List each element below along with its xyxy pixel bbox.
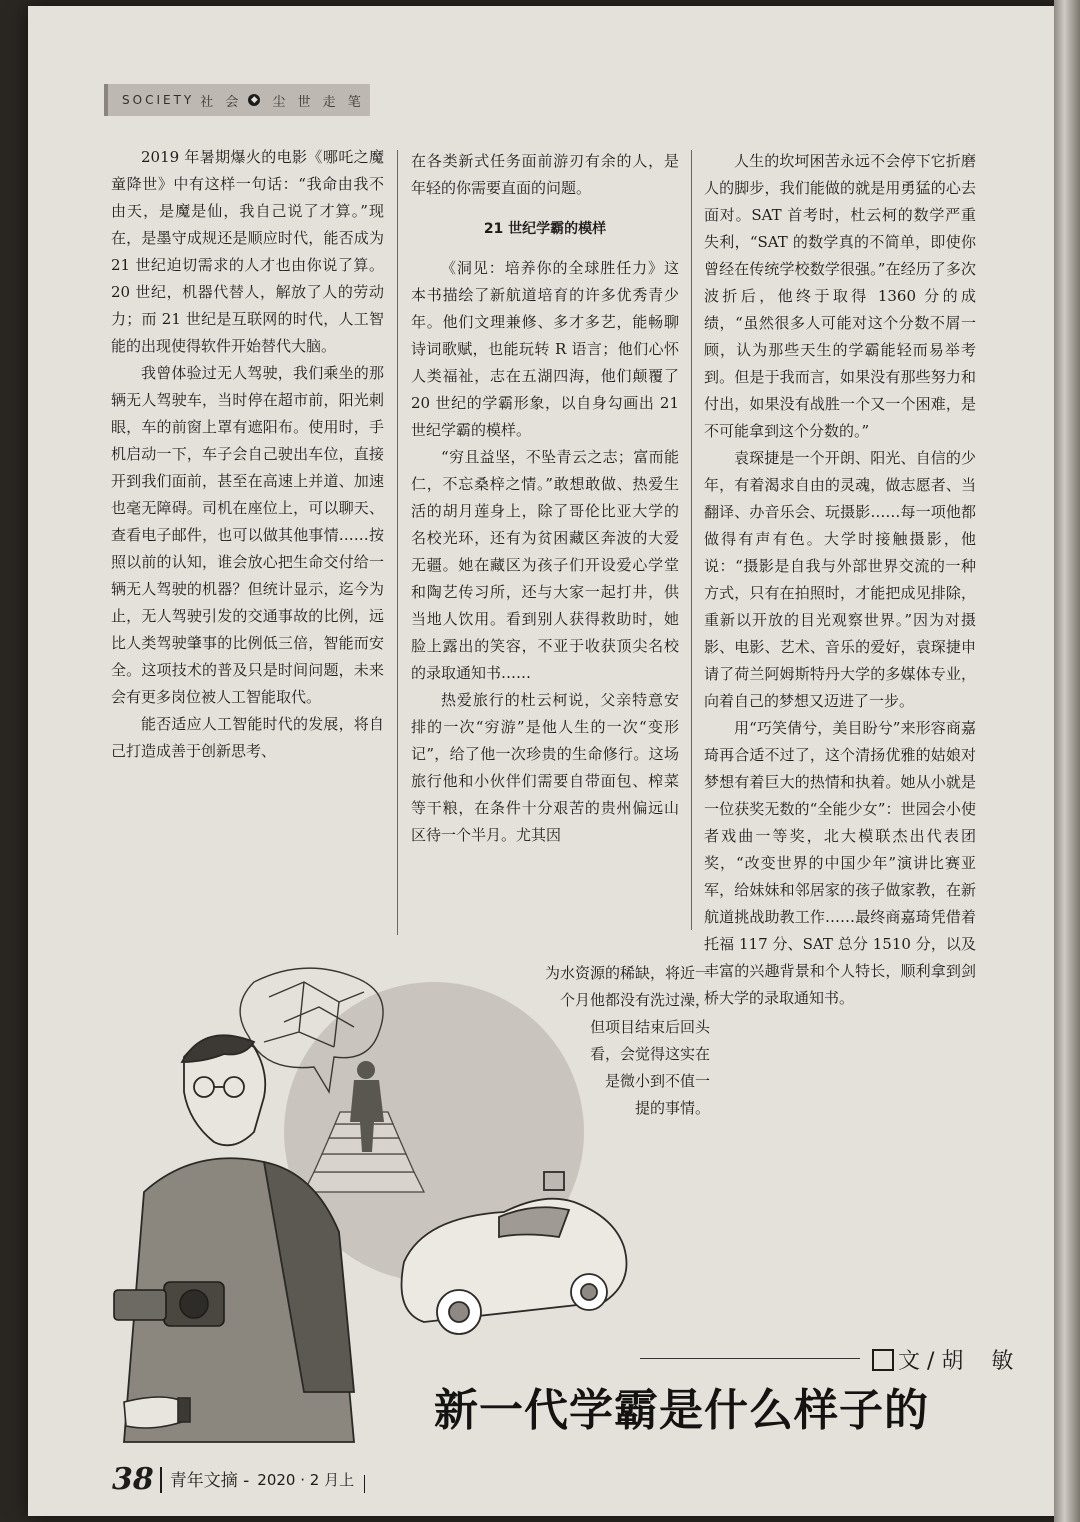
issue-date: 2020 · 2 月上 [257,1471,355,1489]
page-edge [1054,0,1080,1522]
text-line: 个月他都没有洗过澡， [559,991,710,1009]
article-column-2 [411,148,679,849]
byline [872,1344,1013,1375]
column-divider-1 [397,150,398,935]
paragraph: 能否适应人工智能时代的发展，将自己打造成善于创新思考、 [111,715,384,760]
paragraph: 我曾体验过无人驾驶，我们乘坐的那辆无人驾驶车，当时停在超市前，阳光刺眼，车的前窗上罩有遮阳布。使用时，手机启动一下，车子会自己驶出车位，直接开到我们面前，甚至在高速上并道、加速也毫无障碍。司机在座位上，可以聊天、查看电子邮件，也可以做其他事情……按照以前的认知，谁会放心把生命交付给一辆无人驾驶的机器？但统计显示，迄今为止，无人驾驶引发的交通事故的比例，远比人类驾驶肇事的比例低三倍，智能而安全。这项技术的普及只是时间问题，未来会有更多岗位被人工智能取代。 [111,364,384,706]
column-name: 尘 世 走 笔 [272,94,365,110]
author-name: 敏 [991,1349,1014,1374]
paragraph: 《洞见：培养你的全球胜任力》这本书描绘了新航道培育的许多优秀青少年。他们文理兼修、多才多艺，能畅聊诗词歌赋，也能玩转 R 语言；他们心怀人类福祉，志在五湖四海，他们颠覆了 20 世纪的学霸形象，以自身勾画出 21 世纪学霸的模样。 [411,259,679,439]
text-line: 是微小到不值一 [604,1072,710,1090]
paragraph-continued: 在各类新式任务面前游刃有余的人，是年轻的你需要直面的问题。 [411,152,679,197]
byline-rule [640,1358,860,1359]
hand-with-watch [124,1397,190,1428]
paragraph: 热爱旅行的杜云柯说，父亲特意安排的一次“穷游”是他人生的一次“变形记”，给了他一次珍贵的生命修行。这场旅行他和小伙伴们需要自带面包、榨菜等干粮，在条件十分艰苦的贵州偏远山区待一个半月。尤其因 [411,691,679,844]
square-icon [872,1349,894,1371]
subheading: 21 世纪学霸的模样 [483,221,607,237]
camera-icon [114,1282,224,1326]
footer-divider [160,1467,162,1493]
section-header [104,84,370,116]
byline-label: 文 / 胡 [898,1349,964,1374]
section-label-zh: 社 会 [200,94,243,110]
footer-divider-end [364,1475,365,1493]
text-line: 提的事情。 [634,1099,710,1117]
text-line: 为水资源的稀缺，将近一 [544,964,710,982]
paragraph: “穷且益坚，不坠青云之志；富而能仁，不忘桑梓之情。”敢想敢做、热爱生活的胡月莲身上，除了哥伦比亚大学的名校光环，还有为贫困藏区奔波的大爱无疆。她在藏区为孩子们开设爱心学堂和陶艺传习所，还与大家一起打井，供当地人饮用。看到别人获得救助时，她脸上露出的笑容，不亚于收获顶尖名校的录取通知书…… [411,448,679,682]
page-number: 38 [112,1462,154,1497]
section-label-en: SOCIETY [122,93,195,107]
paragraph: 用“巧笑倩兮，美目盼兮”来形容商嘉琦再合适不过了，这个清扬优雅的姑娘对梦想有着巨大的热情和执着。她从小就是一位获奖无数的“全能少女”：世园会小使者戏曲一等奖，北大模联杰出代表团奖，“改变世界的中国少年”演讲比赛亚军，给妹妹和邻居家的孩子做家教，在新航道挑战助教工作……最终商嘉琦凭借着托福 117 分、SAT 总分 1510 分，以及丰富的兴趣背景和个人特长，顺利拿到剑桥大学的录取通知书。 [704,719,976,1007]
column-divider-2 [691,150,692,930]
article-column-1 [111,144,384,765]
text-line: 看，会觉得这实在 [589,1045,710,1063]
article-column-3 [704,148,976,1012]
paragraph: 人生的坎坷困苦永远不会停下它折磨人的脚步，我们能做的就是用勇猛的心去面对。SAT 首考时，杜云柯的数学严重失利，“SAT 的数学真的不简单，即使你曾经在传统学校数学很强。”在经历了多次波折后，他终于取得 1360 分的成绩，“虽然很多人可能对这个分数不屑一顾，认为那些天生的学霸能轻而易举考到。但是于我而言，如果没有那些努力和付出，如果没有战胜一个又一个困难，是不可能拿到这个分数的。” [704,152,976,440]
text-line: 但项目结束后回头 [589,1018,710,1036]
magazine-name: 青年文摘 - [169,1471,250,1491]
page-footer [112,1462,373,1497]
paragraph: 袁琛捷是一个开朗、阳光、自信的少年，有着渴求自由的灵魂，做志愿者、当翻译、办音乐会、玩摄影……每一项他都做得有声有色。大学时接触摄影，他说：“摄影是自我与外部世界交流的一种方式，只有在拍照时，才能把成见排除，重新以开放的目光观察世界。”因为对摄影、电影、艺术、音乐的爱好，袁琛捷申请了荷兰阿姆斯特丹大学的多媒体专业，向着自己的梦想又迈进了一步。 [704,449,976,710]
bullet-icon: ◆ [248,94,260,106]
article-title: 新一代学霸是什么样子的 [434,1385,929,1436]
paragraph: 2019 年暑期爆火的电影《哪吒之魔童降世》中有这样一句话：“我命由我不由天，是魔是仙，我自己说了才算。”现在，是墨守成规还是顺应时代，能否成为21 世纪迫切需求的人才也由你说了算。20 世纪，机器代替人，解放了人的劳动力；而 21 世纪是互联网的时代，人工智能的出现使得软件开始替代大脑。 [111,148,384,355]
